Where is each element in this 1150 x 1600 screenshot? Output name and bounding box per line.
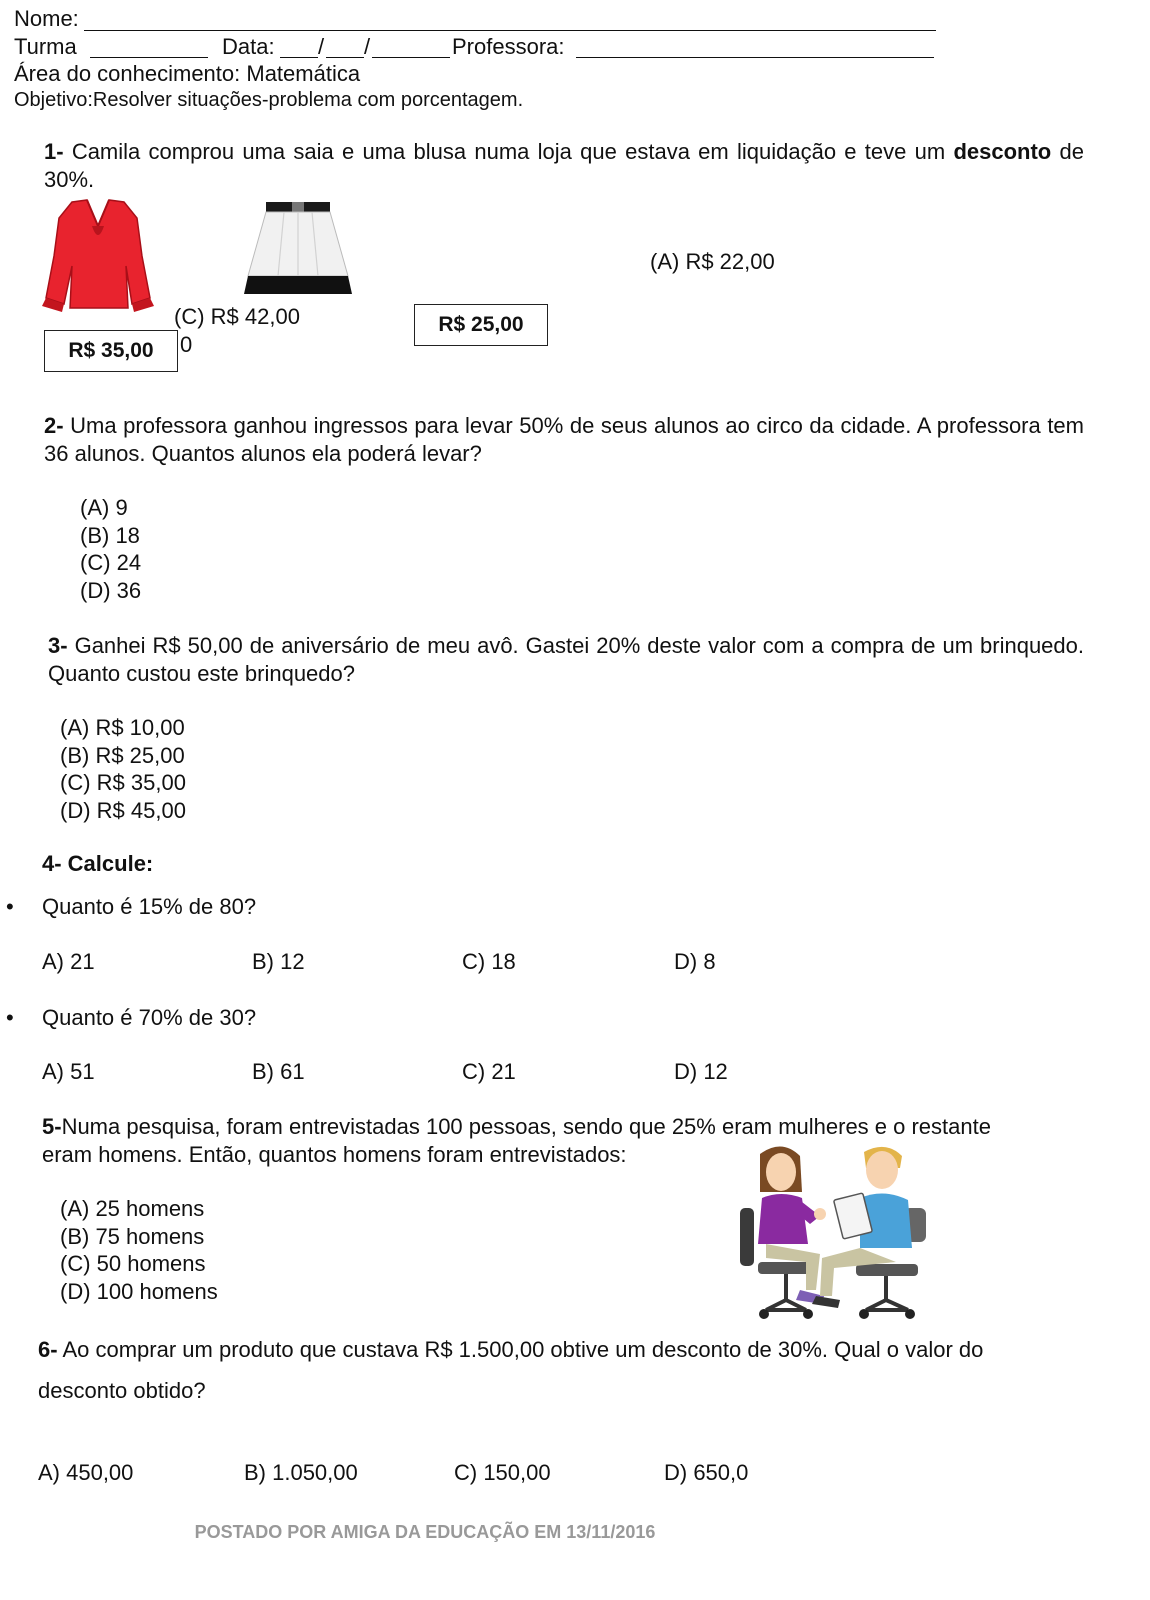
- professora-label: Professora:: [452, 34, 565, 59]
- name-field-line[interactable]: [84, 30, 936, 31]
- q4-item1-option[interactable]: A) 21: [42, 949, 95, 974]
- q1-option-c[interactable]: (C) R$ 42,00: [174, 304, 300, 329]
- q2-text: Uma professora ganhou ingressos para levar 50% de seus alunos ao circo da cidade. A professora tem 36 alunos. Quantos alunos ela poderá levar?: [44, 413, 1084, 466]
- q3-text: Ganhei R$ 50,00 de aniversário de meu avô. Gastei 20% deste valor com a compra de um brinquedo. Quanto custou este brinquedo?: [48, 633, 1084, 686]
- q1-statement: [44, 138, 1084, 194]
- turma-field-line[interactable]: [90, 57, 208, 58]
- q3-option[interactable]: (A) R$ 10,00: [60, 715, 185, 740]
- q5-option[interactable]: (C) 50 homens: [60, 1251, 206, 1276]
- q5-option[interactable]: (B) 75 homens: [60, 1223, 205, 1249]
- date-year-line[interactable]: [372, 57, 450, 58]
- q4-item2-option[interactable]: B) 61: [252, 1059, 305, 1084]
- q2-option[interactable]: (D) 36: [80, 577, 142, 603]
- q2-option-list: [80, 494, 141, 604]
- date-separator: /: [318, 34, 325, 59]
- q2-option[interactable]: (C) 24: [80, 550, 142, 575]
- footer-credit: POSTADO POR AMIGA DA EDUCAÇÃO EM 13/11/2016: [194, 1522, 656, 1542]
- q1-stray-char: 0: [180, 332, 193, 357]
- q2-statement: [44, 412, 1084, 468]
- q1-bold-word: desconto: [953, 139, 1052, 164]
- q5-number: 5-: [42, 1114, 62, 1139]
- name-label: Nome:: [14, 6, 79, 31]
- q1-option-a[interactable]: (A) R$ 22,00: [650, 249, 775, 274]
- q4-item1-option[interactable]: C) 18: [462, 949, 516, 974]
- q5-line1: [42, 1113, 991, 1141]
- q6-number: 6-: [38, 1337, 58, 1362]
- q4-item2-option[interactable]: A) 51: [42, 1059, 95, 1084]
- q4-title: 4- Calcule:: [42, 851, 154, 876]
- q1-number: 1-: [44, 139, 64, 164]
- skirt-price-tag: R$ 25,00: [414, 304, 548, 346]
- q2-number: 2-: [44, 413, 64, 438]
- blouse-price-tag: R$ 35,00: [44, 330, 178, 372]
- q6-option[interactable]: D) 650,0: [664, 1460, 749, 1485]
- q4-item2-option[interactable]: C) 21: [462, 1059, 516, 1084]
- q3-option[interactable]: (B) R$ 25,00: [60, 742, 185, 768]
- blouse-image: [42, 196, 154, 316]
- q3-statement: [48, 632, 1084, 688]
- bullet-icon: •: [6, 894, 14, 919]
- date-day-line[interactable]: [280, 57, 318, 58]
- q3-option[interactable]: (D) R$ 45,00: [60, 797, 186, 823]
- professora-field-line[interactable]: [576, 57, 934, 58]
- q5-text-line1: Numa pesquisa, foram entrevistadas 100 pessoas, sendo que 25% eram mulheres e o restante: [61, 1114, 991, 1139]
- interview-illustration: [736, 1140, 936, 1330]
- q4-item1-question: Quanto é 15% de 80?: [42, 894, 257, 919]
- q1-text-b: de 30%.: [44, 139, 1084, 192]
- q6-line1: [38, 1336, 983, 1364]
- q6-option[interactable]: A) 450,00: [38, 1460, 134, 1485]
- date-separator: /: [364, 34, 371, 59]
- q2-option[interactable]: (A) 9: [80, 495, 128, 520]
- area-text: Área do conhecimento: Matemática: [14, 61, 361, 86]
- data-label: Data:: [222, 34, 275, 59]
- q3-number: 3-: [48, 633, 68, 658]
- q5-option[interactable]: (D) 100 homens: [60, 1278, 218, 1304]
- bullet-icon: •: [6, 1005, 14, 1030]
- q1-text-a: Camila comprou uma saia e uma blusa numa loja que estava em liquidação e teve um: [71, 139, 946, 164]
- q5-option-list: [60, 1195, 218, 1305]
- q6-option[interactable]: C) 150,00: [454, 1460, 551, 1485]
- objetivo-text: Objetivo:Resolver situações-problema com porcentagem.: [14, 89, 524, 111]
- q2-option[interactable]: (B) 18: [80, 522, 140, 548]
- turma-label: Turma: [14, 34, 77, 59]
- skirt-image: [240, 198, 356, 298]
- q5-text-line2: eram homens. Então, quantos homens foram entrevistados:: [42, 1142, 627, 1167]
- q4-item2-question: Quanto é 70% de 30?: [42, 1005, 257, 1030]
- date-month-line[interactable]: [326, 57, 364, 58]
- q4-item1-option[interactable]: D) 8: [674, 949, 716, 974]
- q4-item1-option[interactable]: B) 12: [252, 949, 305, 974]
- q6-text-line2: desconto obtido?: [38, 1378, 206, 1403]
- q4-item2-option[interactable]: D) 12: [674, 1059, 728, 1084]
- q3-option[interactable]: (C) R$ 35,00: [60, 770, 186, 795]
- q6-text-line1: Ao comprar um produto que custava R$ 1.500,00 obtive um desconto de 30%. Qual o valor do: [62, 1337, 984, 1362]
- q5-option[interactable]: (A) 25 homens: [60, 1196, 205, 1221]
- q3-option-list: [60, 714, 186, 824]
- q6-option[interactable]: B) 1.050,00: [244, 1460, 358, 1485]
